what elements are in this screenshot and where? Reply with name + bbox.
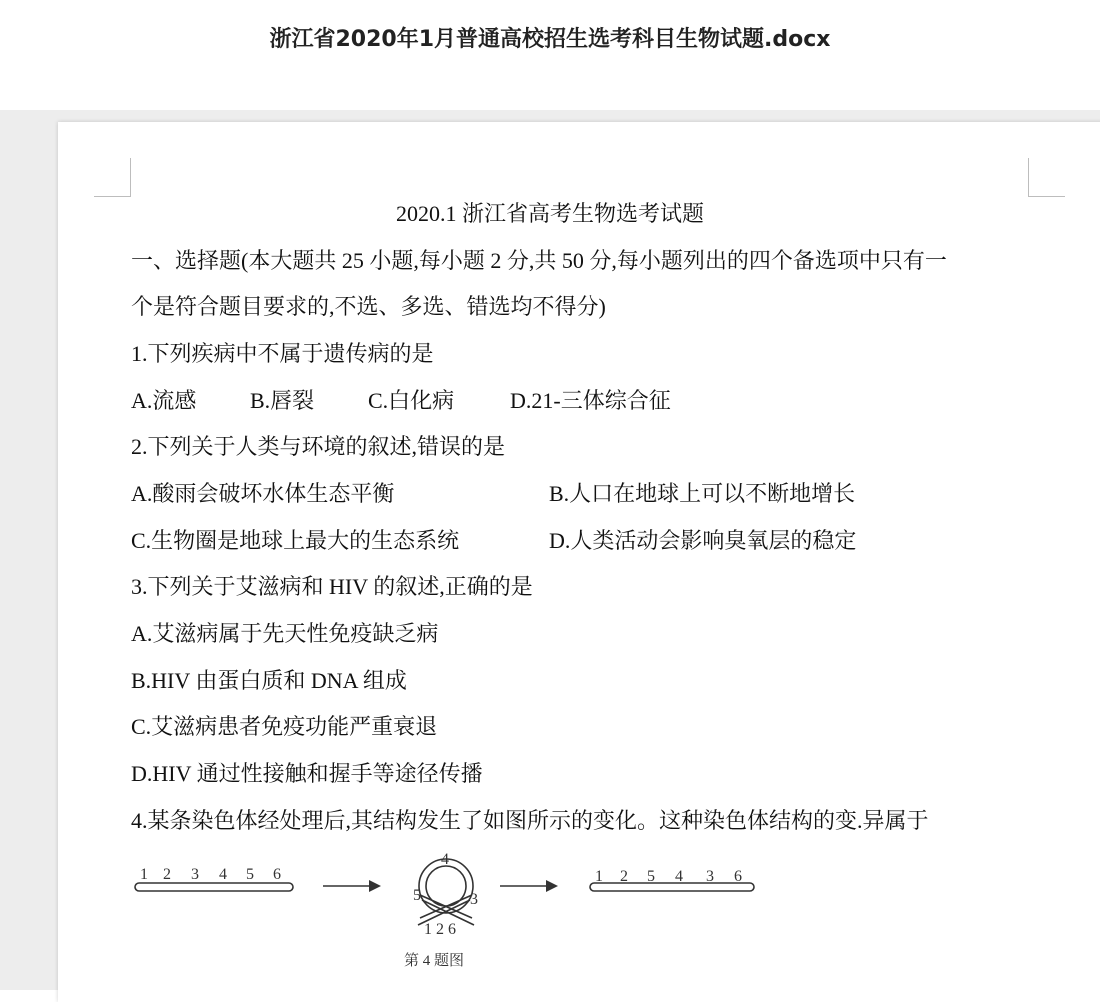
question-2-stem: 2.下列关于人类与环境的叙述,错误的是: [131, 434, 506, 459]
loop-label-left: 5: [413, 887, 421, 904]
loop-label-bottom: 1 2 6: [424, 921, 456, 938]
before-label-3: 3: [191, 866, 199, 883]
after-label-2: 2: [620, 868, 628, 885]
before-label-1: 1: [140, 866, 148, 883]
section-intro-line-2: 个是符合题目要求的,不选、多选、错选均不得分): [131, 294, 606, 319]
margin-mark-top-right: [1028, 158, 1065, 197]
before-label-5: 5: [246, 866, 254, 883]
question-3-stem: 3.下列关于艾滋病和 HIV 的叙述,正确的是: [131, 574, 533, 599]
q3-option-b: B.HIV 由蛋白质和 DNA 组成: [131, 668, 407, 693]
q1-option-c: C.白化病: [368, 388, 455, 413]
q1-option-b: B.唇裂: [250, 388, 315, 413]
q3-option-c: C.艾滋病患者免疫功能严重衰退: [131, 714, 438, 739]
question-1-stem: 1.下列疾病中不属于遗传病的是: [131, 341, 434, 366]
section-intro-line-1: 一、选择题(本大题共 25 小题,每小题 2 分,共 50 分,每小题列出的四个备选项中只有一: [131, 248, 947, 273]
q3-option-a: A.艾滋病属于先天性免疫缺乏病: [131, 621, 439, 646]
q2-option-d: D.人类活动会影响臭氧层的稳定: [549, 528, 857, 553]
after-label-5: 3: [706, 868, 714, 885]
q1-option-a: A.流感: [131, 388, 197, 413]
after-label-1: 1: [595, 868, 603, 885]
before-label-2: 2: [163, 866, 171, 883]
before-label-6: 6: [273, 866, 281, 883]
loop-label-top: 4: [441, 851, 449, 868]
margin-mark-top-left: [94, 158, 131, 197]
before-label-4: 4: [219, 866, 227, 883]
q1-option-d: D.21-三体综合征: [510, 388, 671, 413]
q2-option-b: B.人口在地球上可以不断地增长: [549, 481, 856, 506]
title-bar: [0, 0, 1100, 110]
file-name: 浙江省2020年1月普通高校招生选考科目生物试题.docx: [269, 27, 831, 52]
document-title: 2020.1 浙江省高考生物选考试题: [395, 201, 704, 226]
question-4-stem: 4.某条染色体经处理后,其结构发生了如图所示的变化。这种染色体结构的变.异属于: [131, 808, 929, 833]
figure-caption: 第 4 题图: [404, 953, 465, 969]
q3-option-d: D.HIV 通过性接触和握手等途径传播: [131, 761, 483, 786]
loop-label-right: 3: [470, 891, 478, 908]
after-label-6: 6: [734, 868, 742, 885]
after-label-4: 4: [675, 868, 683, 885]
after-label-3: 5: [647, 868, 655, 885]
q2-option-c: C.生物圈是地球上最大的生态系统: [131, 528, 460, 553]
q2-option-a: A.酸雨会破坏水体生态平衡: [131, 481, 395, 506]
